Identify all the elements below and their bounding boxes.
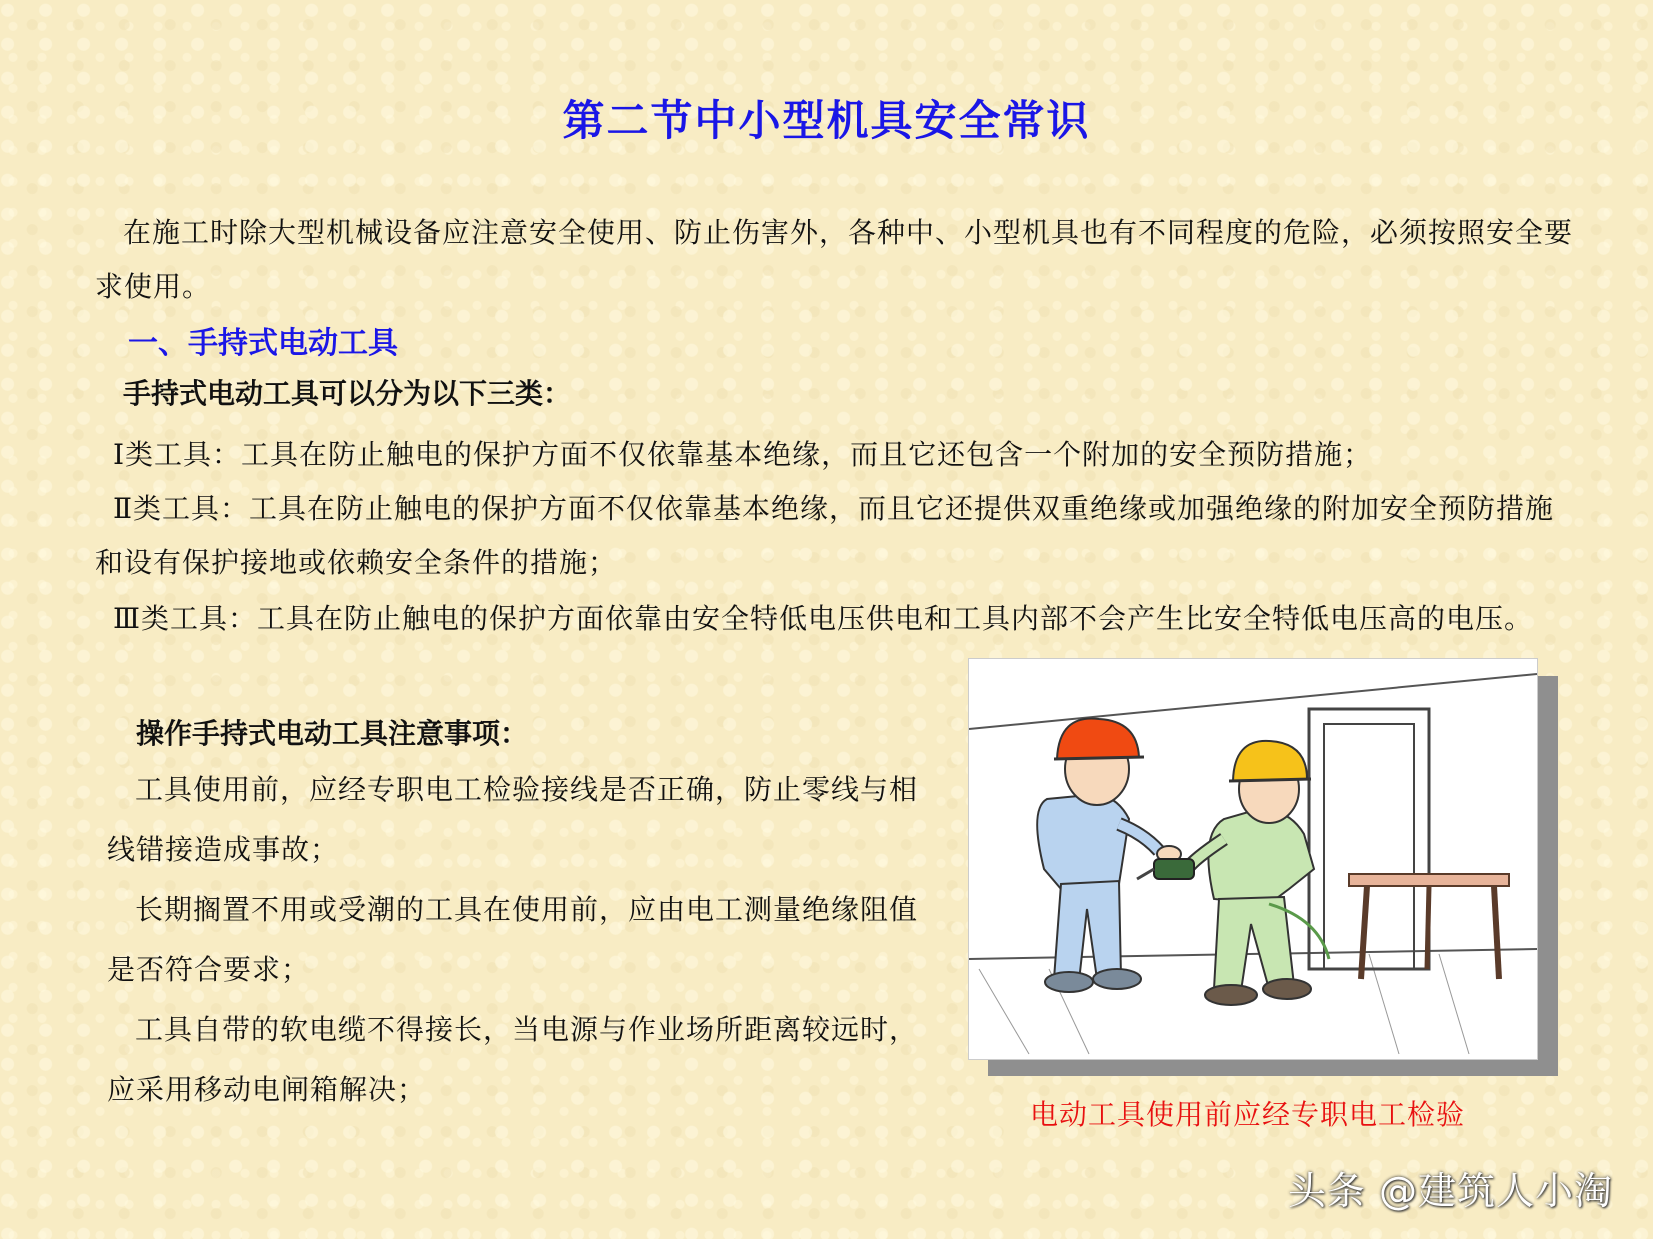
notes-heading: 操作手持式电动工具注意事项： <box>136 717 529 750</box>
intro-paragraph: 在施工时除大型机械设备应注意安全使用、防止伤害外，各种中、小型机具也有不同程度的危险，必须按照安全要求使用。 <box>95 216 1574 303</box>
note-item: 长期搁置不用或受潮的工具在使用前，应由电工测量绝缘阻值是否符合要求； <box>107 893 919 986</box>
class-1-text: Ⅰ类工具：工具在防止触电的保护方面不仅依靠基本绝缘，而且它还包含一个附加的安全预防措施； <box>113 438 1373 471</box>
page-title: 第二节中小型机具安全常识 <box>562 96 1091 145</box>
illustration <box>968 658 1538 1060</box>
class-2-text: Ⅱ类工具：工具在防止触电的保护方面不仅依靠基本绝缘，而且它还提供双重绝缘或加强绝缘的附加安全预防措施和设有保护接地或依赖安全条件的措施； <box>95 492 1555 579</box>
note-item: 工具使用前，应经专职电工检验接线是否正确，防止零线与相线错接造成事故； <box>107 773 919 866</box>
worker-left <box>1037 719 1181 993</box>
note-item: 工具自带的软电缆不得接长，当电源与作业场所距离较远时，应采用移动电闸箱解决； <box>107 1013 919 1106</box>
watermark: 头条 @建筑人小淘 <box>1287 1169 1613 1213</box>
figure-caption: 电动工具使用前应经专职电工检验 <box>1030 1098 1466 1131</box>
electricians-illustration <box>969 659 1537 1059</box>
worker-right <box>1137 741 1329 1005</box>
classes-heading: 手持式电动工具可以分为以下三类： <box>123 377 572 410</box>
section-heading: 一、手持式电动工具 <box>128 326 398 361</box>
class-3-text: Ⅲ类工具：工具在防止触电的保护方面依靠由安全特低电压供电和工具内部不会产生比安全特低电压高的电压。 <box>113 602 1534 635</box>
